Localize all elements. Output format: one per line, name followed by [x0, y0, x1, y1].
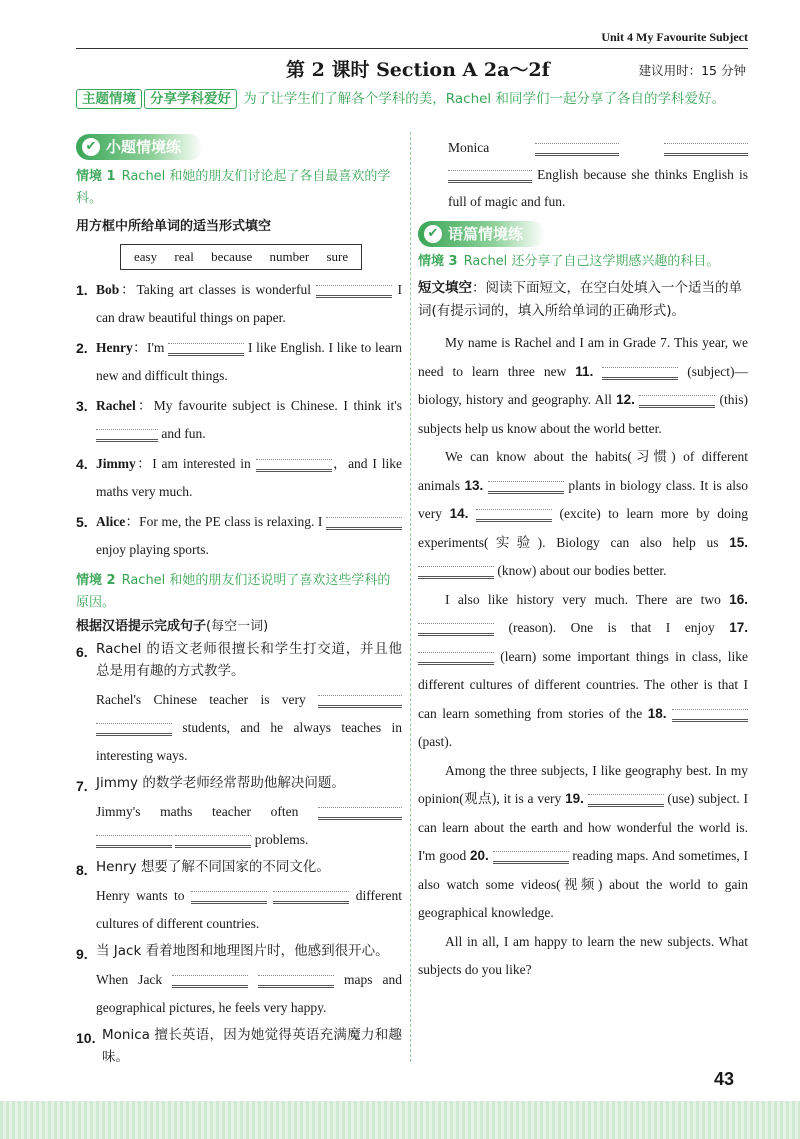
- blank-number: 19.: [565, 791, 584, 806]
- blank-number: 17.: [729, 620, 748, 635]
- answer-blank[interactable]: [318, 804, 402, 820]
- question-text: different cultures of different countries.: [96, 888, 402, 931]
- question-3: [76, 392, 402, 448]
- scene-3: [418, 251, 748, 273]
- speaker: Bob: [96, 282, 120, 297]
- question-6: [76, 638, 402, 770]
- question-number: 2.: [76, 340, 88, 356]
- question-text: Rachel's Chinese teacher is very: [96, 692, 306, 707]
- instruction-label: 短文填空: [418, 280, 472, 296]
- answer-blank[interactable]: [96, 426, 158, 442]
- question-text: When Jack: [96, 972, 163, 987]
- answer-blank[interactable]: [448, 167, 532, 183]
- word-box: [120, 244, 362, 270]
- blank-number: 12.: [616, 392, 635, 407]
- passage-text: reading maps. And sometimes, I also watch some videos(视频) about the world to gain geographical knowledge.: [418, 848, 749, 920]
- scene-label: 情境 3: [418, 254, 458, 269]
- check-icon: ✔: [424, 225, 442, 243]
- question-text: enjoy playing sports.: [96, 542, 209, 557]
- word: sure: [326, 249, 349, 264]
- chinese-prompt: Monica 擅长英语，因为她觉得英语充满魔力和趣味。: [102, 1027, 402, 1065]
- word: number: [269, 249, 310, 264]
- scene-text: Rachel 和她的朋友们还说明了喜欢这些学科的原因。: [76, 573, 391, 610]
- lesson-title: 第 2 课时 Section A 2a～2f: [286, 59, 550, 81]
- unit-header: Unit 4 My Favourite Subject: [601, 30, 748, 44]
- question-text: ，and I like maths very much.: [96, 456, 403, 499]
- question-4: [76, 450, 402, 506]
- question-text: and fun.: [161, 426, 206, 441]
- scene-1: [76, 166, 402, 210]
- passage-text: (know) about our bodies better.: [497, 563, 667, 578]
- passage-text: (learn) some important things in class, like different cultures of different countries. The other is that I can learn something from stories of the: [418, 648, 749, 721]
- instruction-text: 根据汉语提示完成句子: [76, 619, 207, 634]
- instruction-2: [76, 616, 402, 638]
- scene-label: 情境 1: [76, 169, 116, 184]
- question-10: [76, 1024, 402, 1068]
- word: real: [174, 249, 194, 264]
- question-text: ：My favourite subject is Chinese. I think it's: [135, 398, 402, 413]
- answer-blank[interactable]: [535, 140, 619, 156]
- blank-number: 14.: [449, 506, 469, 521]
- question-text: ：Taking art classes is wonderful: [119, 282, 312, 297]
- question-number: 1.: [76, 282, 88, 298]
- passage-paragraph-2: [418, 443, 748, 586]
- question-7: [76, 772, 402, 854]
- passage-paragraph-5: All in all, I am happy to learn the new subjects. What subjects do you like?: [418, 933, 748, 977]
- question-text: Henry wants to: [96, 888, 185, 903]
- answer-blank[interactable]: [672, 706, 748, 722]
- question-number: 10.: [76, 1030, 96, 1046]
- blank-number: 15.: [729, 534, 748, 550]
- word: easy: [134, 249, 158, 264]
- passage-paragraph-4: [418, 757, 748, 928]
- question-text: I can draw beautiful things on paper.: [96, 282, 403, 325]
- passage-paragraph-3: [418, 586, 748, 757]
- theme-tag-situation: 主题情境: [76, 89, 142, 109]
- scene-text: Rachel 还分享了自己这学期感兴趣的科目。: [463, 254, 720, 269]
- answer-blank[interactable]: [326, 514, 402, 530]
- answer-blank[interactable]: [168, 340, 244, 356]
- chinese-prompt: Jimmy 的数学老师经常帮助他解决问题。: [96, 775, 345, 791]
- passage-paragraph-1: [418, 329, 748, 443]
- passage-text: Among the three subjects, I like geography best. In my opinion(观点), it is a very: [418, 762, 748, 806]
- word: because: [211, 249, 253, 264]
- section-banner-passage: [418, 221, 545, 247]
- banner-label: 语篇情境练: [448, 225, 524, 243]
- passage-instruction: [418, 277, 748, 323]
- instruction-1: 用方框中所给单词的适当形式填空: [76, 219, 272, 234]
- answer-blank[interactable]: [488, 478, 564, 494]
- blank-number: 11.: [575, 363, 594, 379]
- question-10-continued: [418, 134, 748, 215]
- answer-blank[interactable]: [418, 649, 494, 665]
- question-text: ：For me, the PE class is relaxing. I: [125, 514, 323, 529]
- answer-blank[interactable]: [493, 848, 569, 864]
- passage-text: (subject)—biology, history and geography. All: [418, 363, 749, 407]
- question-text: Jimmy's maths teacher often: [96, 804, 299, 819]
- answer-blank[interactable]: [602, 364, 678, 380]
- answer-blank[interactable]: [256, 456, 332, 472]
- section-banner-practice: [76, 134, 203, 160]
- speaker: Jimmy: [96, 456, 136, 471]
- blank-number: 20.: [470, 848, 489, 863]
- question-5: [76, 508, 402, 564]
- blank-number: 18.: [647, 705, 667, 721]
- answer-blank[interactable]: [175, 832, 251, 848]
- blank-number: 16.: [729, 591, 748, 607]
- question-number: 9.: [76, 946, 88, 962]
- scene-text: Rachel 和她的朋友们讨论起了各自最喜欢的学科。: [76, 169, 391, 206]
- question-number: 4.: [76, 456, 88, 472]
- theme-intro: [76, 88, 748, 111]
- speaker: Henry: [96, 340, 133, 355]
- question-number: 3.: [76, 398, 88, 414]
- answer-blank[interactable]: [273, 888, 349, 904]
- passage-text: (reason). One is that I enjoy: [508, 620, 730, 635]
- passage-text: (this) subjects help us know about the world better.: [418, 392, 749, 436]
- question-number: 6.: [76, 644, 88, 660]
- banner-label: 小题情境练: [106, 138, 182, 156]
- page-number: 43: [713, 1069, 734, 1089]
- answer-blank[interactable]: [476, 506, 552, 522]
- question-text: I like English. I like to learn new and difficult things.: [96, 340, 403, 383]
- answer-blank[interactable]: [96, 832, 172, 848]
- answer-blank[interactable]: [318, 692, 402, 708]
- answer-blank[interactable]: [258, 972, 334, 988]
- header-rule: [76, 48, 748, 49]
- question-text: Monica: [448, 140, 490, 155]
- theme-tag-topic: 分享学科爱好: [144, 89, 237, 109]
- question-text: students, and he always teaches in interesting ways.: [96, 720, 402, 763]
- answer-blank[interactable]: [588, 791, 664, 807]
- question-number: 5.: [76, 514, 88, 530]
- passage-text: (past).: [418, 734, 453, 749]
- passage-text: I also like history very much. There are two: [445, 591, 730, 607]
- question-number: 8.: [76, 862, 88, 878]
- question-1: [76, 276, 402, 332]
- instruction-note: (每空一词): [206, 619, 269, 634]
- bottom-decoration: [0, 1101, 800, 1139]
- right-column: [418, 134, 748, 985]
- speaker: Alice: [96, 514, 126, 529]
- answer-blank[interactable]: [418, 620, 494, 636]
- answer-blank[interactable]: [96, 720, 172, 736]
- chinese-prompt: Henry 想要了解不同国家的不同文化。: [96, 859, 330, 875]
- passage-text: We can know about the habits(习惯) of different animals: [418, 449, 748, 493]
- theme-text: 为了让学生们了解各个学科的美，Rachel 和同学们一起分享了各自的学科爱好。: [243, 91, 725, 107]
- passage-text: My name is Rachel and I am in Grade 7. This year, we need to learn three new: [418, 335, 748, 379]
- question-8: [76, 856, 402, 938]
- answer-blank[interactable]: [172, 972, 248, 988]
- question-9: [76, 940, 402, 1022]
- passage-text: plants in biology class. It is also very: [418, 477, 749, 521]
- question-2: [76, 334, 402, 390]
- check-icon: ✔: [82, 138, 100, 156]
- blank-number: 13.: [464, 477, 484, 493]
- question-text: problems.: [254, 832, 309, 847]
- column-divider: [410, 132, 411, 1062]
- answer-blank[interactable]: [418, 563, 494, 579]
- passage-text: (excite) to learn more by doing experiments(实验). Biology can also help us: [418, 506, 749, 550]
- question-text: English because she thinks English is full of magic and fun.: [448, 167, 749, 209]
- question-text: ：I'm: [132, 340, 165, 355]
- scene-2: [76, 570, 402, 614]
- answer-blank[interactable]: [191, 888, 267, 904]
- scene-label: 情境 2: [76, 573, 116, 588]
- answer-blank[interactable]: [639, 392, 715, 408]
- instruction-text: ：阅读下面短文，在空白处填入一个适当的单词(有提示词的，填入所给单词的正确形式)。: [418, 280, 742, 319]
- answer-blank[interactable]: [664, 140, 748, 156]
- speaker: Rachel: [96, 398, 136, 413]
- question-text: ：I am interested in: [135, 456, 251, 471]
- left-column: [76, 134, 402, 1068]
- question-number: 7.: [76, 778, 88, 794]
- question-text: maps and geographical pictures, he feels very happy.: [96, 972, 402, 1015]
- suggested-time: 建议用时：15 分钟: [638, 63, 746, 78]
- chinese-prompt: 当 Jack 看着地图和地理图片时，他感到很开心。: [96, 943, 389, 959]
- answer-blank[interactable]: [316, 282, 392, 298]
- passage-text: (use) subject. I can learn about the earth and how wonderful the world is. I'm good: [418, 791, 748, 863]
- chinese-prompt: Rachel 的语文老师很擅长和学生打交道，并且他总是用有趣的方式教学。: [96, 641, 402, 679]
